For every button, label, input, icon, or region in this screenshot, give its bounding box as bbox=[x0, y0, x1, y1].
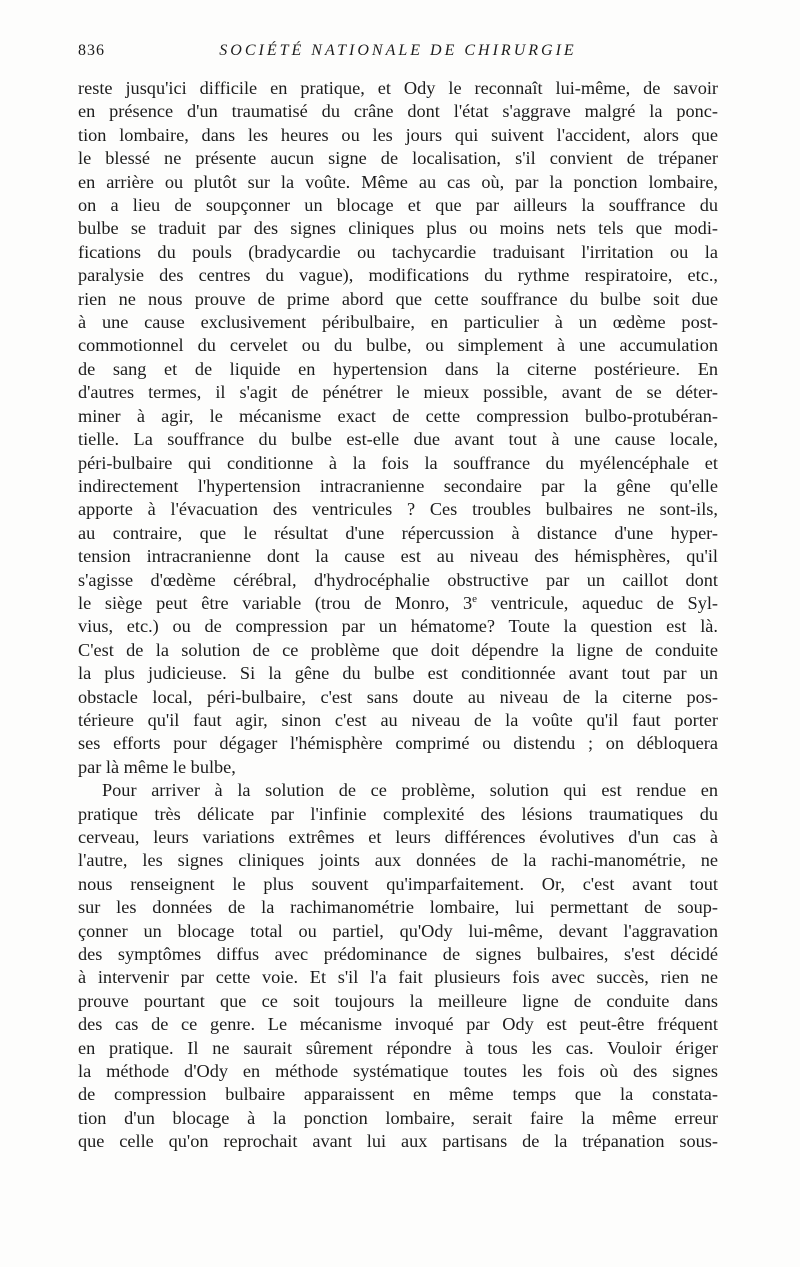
text-line: au contraire, que le résultat d'une répercussion à distance d'une hyper- bbox=[78, 522, 718, 543]
text-line: l'autre, les signes cliniques joints aux données de la rachi-manométrie, ne bbox=[78, 850, 718, 871]
text-line: de compression bulbaire apparaissent en même temps que la constata- bbox=[78, 1084, 718, 1105]
text-line: rien ne nous prouve de prime abord que cette souffrance du bulbe soit due bbox=[78, 288, 718, 309]
text-line: prouve pourtant que ce soit toujours la meilleure ligne de conduite dans bbox=[78, 990, 718, 1011]
text-line: nous renseignent le plus souvent qu'imparfaitement. Or, c'est avant tout bbox=[78, 873, 718, 894]
text-line: miner à agir, le mécanisme exact de cette compression bulbo-protubéran- bbox=[78, 405, 718, 426]
text-line: par là même le bulbe, bbox=[78, 756, 236, 777]
text-line: en présence d'un traumatisé du crâne dont l'état s'aggrave malgré la ponc- bbox=[78, 101, 718, 122]
text-line: en arrière ou plutôt sur la voûte. Même au cas où, par la ponction lombaire, bbox=[78, 171, 718, 192]
text-line: çonner un blocage total ou partiel, qu'Ody lui-même, devant l'aggravation bbox=[78, 920, 718, 941]
text-line: térieure qu'il faut agir, sinon c'est au niveau de la voûte qu'il faut porter bbox=[78, 709, 718, 730]
text-line: reste jusqu'ici difficile en pratique, et Ody le reconnaît lui-même, de savoir bbox=[78, 78, 718, 98]
text-line: ses efforts pour dégager l'hémisphère comprimé ou distendu ; on débloquera bbox=[78, 733, 718, 754]
text-line: d'autres termes, il s'agit de pénétrer le mieux possible, avant de se déter- bbox=[78, 382, 718, 403]
text-line: pratique très délicate par l'infinie complexité des lésions traumatiques du bbox=[78, 803, 718, 824]
running-head bbox=[78, 42, 718, 66]
text-line: en pratique. Il ne saurait sûrement répondre à tous les cas. Vouloir ériger bbox=[78, 1037, 718, 1058]
text-line: obstacle local, péri-bulbaire, c'est sans doute au niveau de la citerne pos- bbox=[78, 686, 718, 707]
text-line: à intervenir par cette voie. Et s'il l'a fait plusieurs fois avec succès, rien ne bbox=[78, 967, 718, 988]
text-line: à une cause exclusivement péribulbaire, en particulier à un œdème post- bbox=[78, 312, 718, 333]
text-line: s'agisse d'œdème cérébral, d'hydrocéphalie obstructive par un caillot dont bbox=[78, 569, 718, 590]
text-line: on a lieu de soupçonner un blocage et que par ailleurs la souffrance du bbox=[78, 195, 718, 216]
journal-title: SOCIÉTÉ NATIONALE DE CHIRURGIE bbox=[219, 42, 577, 59]
text-line: le blessé ne présente aucun signe de localisation, s'il convient de trépaner bbox=[78, 148, 718, 169]
text-line: des cas de ce genre. Le mécanisme invoqué par Ody est peut-être fréquent bbox=[78, 1014, 718, 1035]
text-line: la plus judicieuse. Si la gêne du bulbe est conditionnée avant tout par un bbox=[78, 663, 718, 684]
text-line: péri-bulbaire qui conditionne à la fois la souffrance du myélencéphale et bbox=[78, 452, 718, 473]
text-line: vius, etc.) ou de compression par un hématome? Toute la question est là. bbox=[78, 616, 718, 637]
text-line: tion d'un blocage à la ponction lombaire, serait faire la même erreur bbox=[78, 1107, 718, 1128]
text-line: bulbe se traduit par des signes cliniques plus ou moins nets tels que modi- bbox=[78, 218, 718, 239]
superscript: e bbox=[472, 592, 478, 605]
text-line: tion lombaire, dans les heures ou les jours qui suivent l'accident, alors que bbox=[78, 124, 718, 145]
text-line: paralysie des centres du vague), modifications du rythme respiratoire, etc., bbox=[78, 265, 718, 286]
text-line-part: le siège peut être variable (trou de Monro, 3 bbox=[78, 592, 473, 613]
text-line: apporte à l'évacuation des ventricules ? Ces troubles bulbaires ne sont-ils, bbox=[78, 499, 718, 520]
text-line: commotionnel du cervelet ou du bulbe, ou simplement à une accumulation bbox=[78, 335, 718, 356]
text-line: tielle. La souffrance du bulbe est-elle due avant tout à une cause locale, bbox=[78, 429, 718, 450]
body-text bbox=[78, 77, 718, 1154]
text-line: que celle qu'on reprochait avant lui aux partisans de la trépanation sous- bbox=[78, 1131, 718, 1152]
text-line: tension intracranienne dont la cause est au niveau des hémisphères, qu'il bbox=[78, 546, 718, 567]
text-line: C'est de la solution de ce problème que doit dépendre la ligne de conduite bbox=[78, 639, 718, 660]
text-line: sur les données de la rachimanométrie lombaire, lui permettant de soup- bbox=[78, 897, 718, 918]
text-line: cerveau, leurs variations extrêmes et leurs différences évolutives d'un cas à bbox=[78, 827, 718, 847]
text-line: Pour arriver à la solution de ce problème, solution qui est rendue en bbox=[102, 780, 718, 801]
text-line: la méthode d'Ody en méthode systématique toutes les fois où des signes bbox=[78, 1061, 718, 1082]
page-number: 836 bbox=[78, 42, 105, 59]
text-line: indirectement l'hypertension intracranienne secondaire par la gêne qu'elle bbox=[78, 475, 718, 496]
text-line: des symptômes diffus avec prédominance de signes bulbaires, s'est décidé bbox=[78, 944, 718, 965]
text-line-part: ventricule, aqueduc de Syl- bbox=[477, 592, 719, 613]
text-line: de sang et de liquide en hypertension dans la citerne postérieure. En bbox=[78, 358, 718, 379]
text-line bbox=[78, 592, 718, 615]
text-line: fications du pouls (bradycardie ou tachycardie traduisant l'irritation ou la bbox=[78, 241, 718, 262]
